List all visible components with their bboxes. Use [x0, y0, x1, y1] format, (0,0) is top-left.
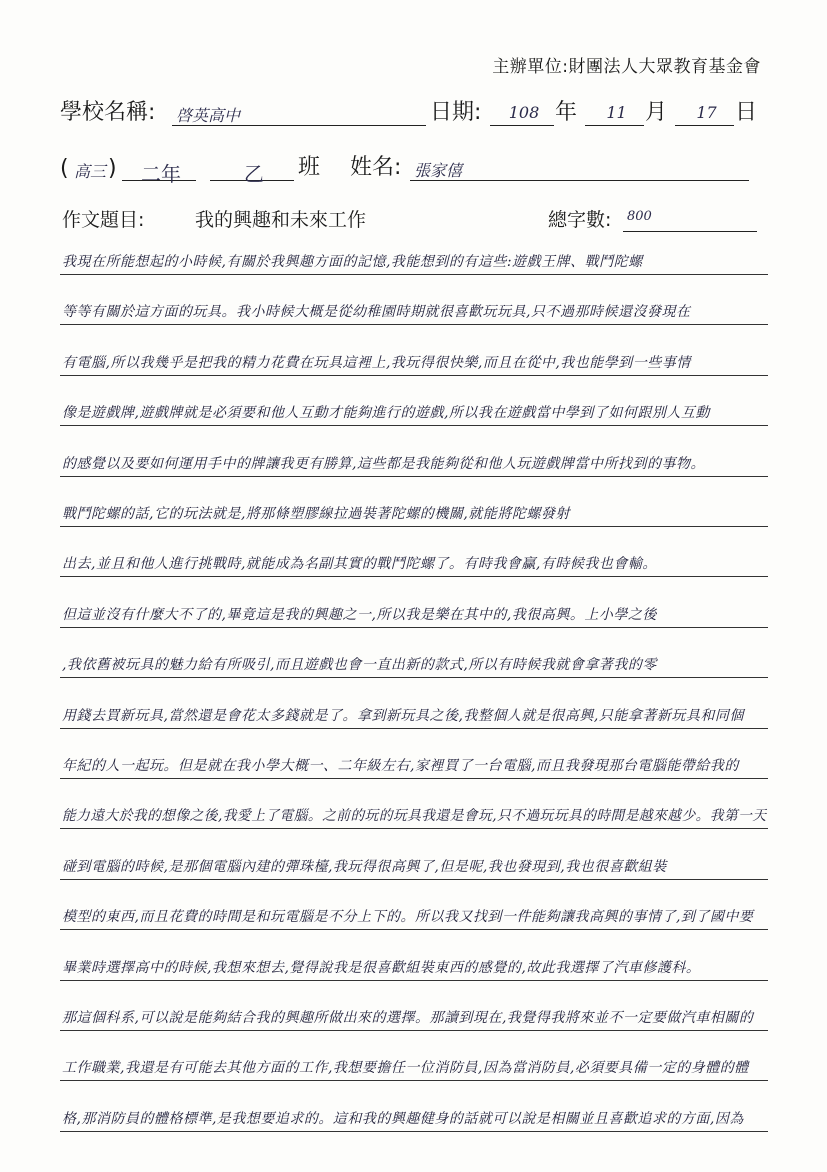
essay-line — [60, 784, 768, 829]
day-field[interactable]: 17 — [675, 103, 734, 126]
essay-line-text: 用錢去買新玩具,當然還是會花太多錢就是了。拿到新玩具之後,我整個人就是很高興,只能拿著新玩具和同個 — [62, 707, 744, 724]
essay-line-text: 我現在所能想起的小時候,有關於我興趣方面的記憶,我能想到的有這些:遊戲王牌、戰鬥陀螺 — [62, 254, 643, 270]
name-label: 姓名: — [350, 155, 402, 180]
month-unit: 月 — [645, 100, 668, 125]
essay-line — [60, 885, 768, 930]
class-unit: 班 — [298, 155, 321, 180]
essay-line — [60, 986, 768, 1031]
essay-line-text: 工作職業,我還是有可能去其他方面的工作,我想要擔任一位消防員,因為當消防員,必須要具備一定的身體的體 — [62, 1060, 749, 1077]
essay-line — [60, 1087, 768, 1132]
essay-line-text: 戰鬥陀螺的話,它的玩法就是,將那條塑膠線拉過裝著陀螺的機關,就能將陀螺發射 — [62, 506, 570, 522]
grade-field[interactable]: 二年 — [122, 158, 196, 181]
essay-line-text: 但這並沒有什麼大不了的,畢竟這是我的興趣之一,所以我是樂在其中的,我很高興。上小學之後 — [62, 606, 657, 623]
name-field[interactable]: 張家僖 — [410, 158, 749, 181]
essay-line — [60, 280, 768, 325]
essay-line-text: 那這個科系,可以說是能夠結合我的興趣所做出來的選擇。那讀到現在,我覺得我將來並不一定要做汽車相關的 — [62, 1010, 754, 1026]
year-field[interactable]: 108 — [490, 103, 554, 126]
essay-line — [60, 1036, 768, 1081]
essay-line — [60, 734, 768, 779]
class-field[interactable]: 乙 — [210, 158, 294, 181]
essay-line-text: 碰到電腦的時候,是那個電腦內建的彈珠檯,我玩得很高興了,但是呢,我也發現到,我也很喜歡組裝 — [62, 858, 667, 875]
essay-line-text: 年紀的人一起玩。但是就在我小學大概一、二年級左右,家裡買了一台電腦,而且我發現那台電腦能帶給我的 — [62, 758, 739, 774]
essay-line — [60, 331, 768, 376]
essay-line-text: 格,那消防員的體格標準,是我想要追求的。這和我的興趣健身的話就可以說是相關並且喜歡追求的方面,因為 — [62, 1110, 744, 1127]
essay-line-text: 像是遊戲牌,遊戲牌就是必須要和他人互動才能夠進行的遊戲,所以我在遊戲當中學到了如何跟別人互動 — [62, 405, 710, 422]
essay-line-text: ,我依舊被玩具的魅力給有所吸引,而且遊戲也會一直出新的款式,所以有時候我就會拿著我的零 — [62, 657, 657, 674]
essay-line-text: 的感覺以及要如何運用手中的牌讓我更有勝算,這些都是我能夠從和他人玩遊戲牌當中所找到的事物。 — [62, 455, 705, 472]
essay-line-text: 有電腦,所以我幾乎是把我的精力花費在玩具這裡上,我玩得很快樂,而且在從中,我也能學到一些事情 — [62, 354, 691, 371]
essay-line — [60, 936, 768, 981]
class-prefix: ( — [60, 156, 69, 181]
class-level-field[interactable]: 高三 — [74, 162, 107, 181]
essay-line-text: 畢業時選擇高中的時候,我想來想去,覺得說我是很喜歡組裝東西的感覺的,故此我選擇了汽車修護科。 — [62, 959, 701, 976]
essay-line — [60, 482, 768, 527]
essay-line — [60, 532, 768, 577]
essay-line — [60, 432, 768, 477]
essay-line — [60, 633, 768, 678]
year-unit: 年 — [555, 100, 578, 125]
wordcount-label: 總字數: — [548, 209, 612, 231]
essay-line — [60, 684, 768, 729]
day-unit: 日 — [735, 100, 758, 125]
wordcount-field[interactable]: 800 — [623, 209, 757, 232]
class-close: ) — [108, 156, 117, 181]
date-label: 日期: — [430, 100, 482, 125]
essay-line-text: 能力遠大於我的想像之後,我愛上了電腦。之前的玩的玩具我還是會玩,只不過玩玩具的時間是越來越少。我第一天 — [62, 808, 767, 825]
class-name-row — [60, 145, 757, 185]
essay-line-text: 等等有關於這方面的玩具。我小時候大概是從幼稚園時期就很喜歡玩玩具,只不過那時候還沒發現在 — [62, 304, 691, 321]
month-field[interactable]: 11 — [585, 103, 644, 126]
essay-line — [60, 583, 768, 628]
essay-line — [60, 230, 768, 275]
school-field[interactable]: 啓英高中 — [172, 103, 426, 126]
school-label: 學校名稱: — [60, 100, 156, 125]
organizer-label: 主辦單位:財團法人大眾教育基金會 — [492, 57, 761, 77]
topic-label: 作文題目: — [62, 209, 145, 231]
essay-line — [60, 835, 768, 880]
school-date-row — [60, 90, 757, 130]
topic-value: 我的興趣和未來工作 — [195, 209, 367, 231]
essay-line-text: 模型的東西,而且花費的時間是和玩電腦是不分上下的。所以我又找到一件能夠讓我高興的事情了,到了國中要 — [62, 909, 754, 926]
essay-line-text: 出去,並且和他人進行挑戰時,就能成為名副其實的戰鬥陀螺了。有時我會贏,有時候我也會輸。 — [62, 556, 657, 573]
essay-line — [60, 381, 768, 426]
